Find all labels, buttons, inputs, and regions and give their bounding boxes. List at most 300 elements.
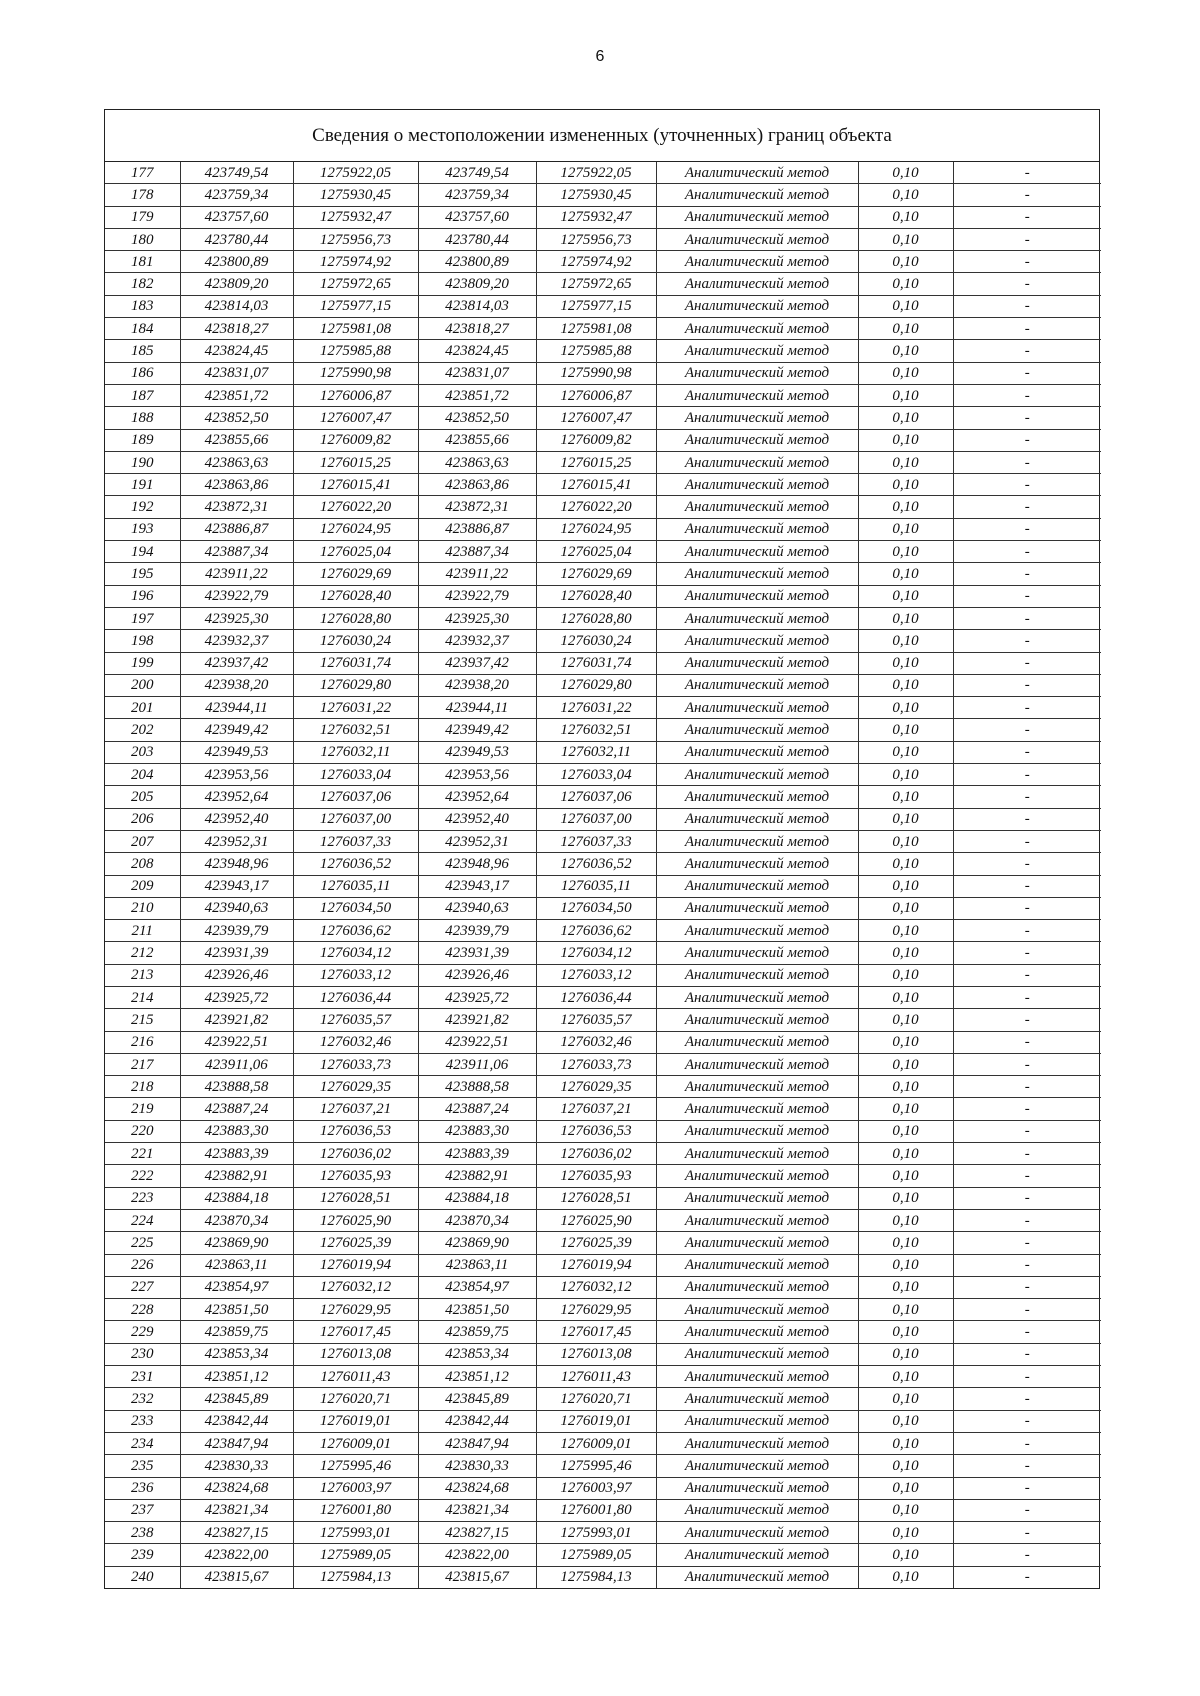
y-old-cell: 1276033,12 bbox=[293, 964, 418, 986]
x-old-cell: 423809,20 bbox=[180, 273, 293, 295]
table-row bbox=[105, 206, 1101, 228]
accuracy-cell: 0,10 bbox=[858, 1343, 953, 1365]
point-number-cell: 218 bbox=[105, 1076, 180, 1098]
method-cell: Аналитический метод bbox=[656, 496, 858, 518]
y-old-cell: 1276036,52 bbox=[293, 853, 418, 875]
accuracy-cell: 0,10 bbox=[858, 184, 953, 206]
accuracy-cell: 0,10 bbox=[858, 1120, 953, 1142]
description-cell: - bbox=[953, 808, 1101, 830]
description-cell: - bbox=[953, 273, 1101, 295]
method-cell: Аналитический метод bbox=[656, 318, 858, 340]
accuracy-cell: 0,10 bbox=[858, 920, 953, 942]
method-cell: Аналитический метод bbox=[656, 295, 858, 317]
x-new-cell: 423822,00 bbox=[418, 1544, 536, 1566]
table-row bbox=[105, 318, 1101, 340]
table-row bbox=[105, 830, 1101, 852]
x-old-cell: 423749,54 bbox=[180, 162, 293, 184]
description-cell: - bbox=[953, 184, 1101, 206]
x-new-cell: 423757,60 bbox=[418, 206, 536, 228]
accuracy-cell: 0,10 bbox=[858, 697, 953, 719]
x-new-cell: 423940,63 bbox=[418, 897, 536, 919]
table-row bbox=[105, 897, 1101, 919]
table-row bbox=[105, 964, 1101, 986]
point-number-cell: 213 bbox=[105, 964, 180, 986]
point-number-cell: 196 bbox=[105, 585, 180, 607]
table-row bbox=[105, 1254, 1101, 1276]
method-cell: Аналитический метод bbox=[656, 1143, 858, 1165]
y-old-cell: 1276036,53 bbox=[293, 1120, 418, 1142]
x-old-cell: 423863,11 bbox=[180, 1254, 293, 1276]
method-cell: Аналитический метод bbox=[656, 1432, 858, 1454]
point-number-cell: 200 bbox=[105, 674, 180, 696]
table-row bbox=[105, 384, 1101, 406]
x-old-cell: 423757,60 bbox=[180, 206, 293, 228]
y-old-cell: 1276035,11 bbox=[293, 875, 418, 897]
table-row bbox=[105, 875, 1101, 897]
x-new-cell: 423815,67 bbox=[418, 1566, 536, 1588]
x-old-cell: 423939,79 bbox=[180, 920, 293, 942]
method-cell: Аналитический метод bbox=[656, 451, 858, 473]
y-new-cell: 1276017,45 bbox=[536, 1321, 656, 1343]
description-cell: - bbox=[953, 251, 1101, 273]
x-old-cell: 423852,50 bbox=[180, 407, 293, 429]
table-row bbox=[105, 496, 1101, 518]
point-number-cell: 204 bbox=[105, 764, 180, 786]
point-number-cell: 192 bbox=[105, 496, 180, 518]
x-old-cell: 423882,91 bbox=[180, 1165, 293, 1187]
point-number-cell: 199 bbox=[105, 652, 180, 674]
table-row bbox=[105, 228, 1101, 250]
table-title: Сведения о местоположении измененных (уточненных) границ объекта bbox=[105, 110, 1099, 162]
x-old-cell: 423830,33 bbox=[180, 1455, 293, 1477]
y-old-cell: 1276036,02 bbox=[293, 1143, 418, 1165]
method-cell: Аналитический метод bbox=[656, 607, 858, 629]
point-number-cell: 236 bbox=[105, 1477, 180, 1499]
y-old-cell: 1276037,00 bbox=[293, 808, 418, 830]
table-row bbox=[105, 273, 1101, 295]
y-old-cell: 1276009,82 bbox=[293, 429, 418, 451]
point-number-cell: 217 bbox=[105, 1053, 180, 1075]
y-new-cell: 1276035,93 bbox=[536, 1165, 656, 1187]
accuracy-cell: 0,10 bbox=[858, 251, 953, 273]
x-old-cell: 423847,94 bbox=[180, 1432, 293, 1454]
accuracy-cell: 0,10 bbox=[858, 340, 953, 362]
accuracy-cell: 0,10 bbox=[858, 1410, 953, 1432]
x-old-cell: 423949,53 bbox=[180, 741, 293, 763]
y-old-cell: 1276035,57 bbox=[293, 1009, 418, 1031]
x-old-cell: 423886,87 bbox=[180, 518, 293, 540]
description-cell: - bbox=[953, 206, 1101, 228]
accuracy-cell: 0,10 bbox=[858, 541, 953, 563]
x-old-cell: 423851,72 bbox=[180, 384, 293, 406]
description-cell: - bbox=[953, 429, 1101, 451]
method-cell: Аналитический метод bbox=[656, 1009, 858, 1031]
x-new-cell: 423824,68 bbox=[418, 1477, 536, 1499]
point-number-cell: 224 bbox=[105, 1209, 180, 1231]
accuracy-cell: 0,10 bbox=[858, 429, 953, 451]
description-cell: - bbox=[953, 1388, 1101, 1410]
x-old-cell: 423845,89 bbox=[180, 1388, 293, 1410]
method-cell: Аналитический метод bbox=[656, 741, 858, 763]
y-old-cell: 1275974,92 bbox=[293, 251, 418, 273]
description-cell: - bbox=[953, 228, 1101, 250]
method-cell: Аналитический метод bbox=[656, 407, 858, 429]
y-new-cell: 1276033,12 bbox=[536, 964, 656, 986]
x-new-cell: 423888,58 bbox=[418, 1076, 536, 1098]
x-new-cell: 423952,64 bbox=[418, 786, 536, 808]
accuracy-cell: 0,10 bbox=[858, 964, 953, 986]
point-number-cell: 220 bbox=[105, 1120, 180, 1142]
y-old-cell: 1276015,41 bbox=[293, 474, 418, 496]
y-new-cell: 1275974,92 bbox=[536, 251, 656, 273]
y-new-cell: 1276031,22 bbox=[536, 697, 656, 719]
table-row bbox=[105, 1031, 1101, 1053]
accuracy-cell: 0,10 bbox=[858, 897, 953, 919]
y-old-cell: 1276034,50 bbox=[293, 897, 418, 919]
accuracy-cell: 0,10 bbox=[858, 1232, 953, 1254]
y-old-cell: 1276031,22 bbox=[293, 697, 418, 719]
y-new-cell: 1276020,71 bbox=[536, 1388, 656, 1410]
table-row bbox=[105, 986, 1101, 1008]
table-row bbox=[105, 764, 1101, 786]
y-old-cell: 1276029,95 bbox=[293, 1299, 418, 1321]
method-cell: Аналитический метод bbox=[656, 1343, 858, 1365]
point-number-cell: 203 bbox=[105, 741, 180, 763]
y-new-cell: 1276033,73 bbox=[536, 1053, 656, 1075]
point-number-cell: 177 bbox=[105, 162, 180, 184]
method-cell: Аналитический метод bbox=[656, 1299, 858, 1321]
y-old-cell: 1276033,73 bbox=[293, 1053, 418, 1075]
table-row bbox=[105, 1187, 1101, 1209]
description-cell: - bbox=[953, 920, 1101, 942]
description-cell: - bbox=[953, 1321, 1101, 1343]
y-new-cell: 1275932,47 bbox=[536, 206, 656, 228]
accuracy-cell: 0,10 bbox=[858, 384, 953, 406]
table-row bbox=[105, 697, 1101, 719]
method-cell: Аналитический метод bbox=[656, 875, 858, 897]
description-cell: - bbox=[953, 1254, 1101, 1276]
page-number: 6 bbox=[595, 48, 605, 65]
y-old-cell: 1276034,12 bbox=[293, 942, 418, 964]
description-cell: - bbox=[953, 340, 1101, 362]
point-number-cell: 237 bbox=[105, 1499, 180, 1521]
x-new-cell: 423921,82 bbox=[418, 1009, 536, 1031]
x-new-cell: 423869,90 bbox=[418, 1232, 536, 1254]
x-old-cell: 423800,89 bbox=[180, 251, 293, 273]
accuracy-cell: 0,10 bbox=[858, 407, 953, 429]
y-new-cell: 1276037,06 bbox=[536, 786, 656, 808]
x-new-cell: 423887,34 bbox=[418, 541, 536, 563]
y-old-cell: 1276024,95 bbox=[293, 518, 418, 540]
method-cell: Аналитический метод bbox=[656, 1388, 858, 1410]
table-row bbox=[105, 719, 1101, 741]
accuracy-cell: 0,10 bbox=[858, 1143, 953, 1165]
description-cell: - bbox=[953, 1009, 1101, 1031]
y-old-cell: 1275984,13 bbox=[293, 1566, 418, 1588]
description-cell: - bbox=[953, 786, 1101, 808]
y-old-cell: 1276028,80 bbox=[293, 607, 418, 629]
x-new-cell: 423883,30 bbox=[418, 1120, 536, 1142]
y-new-cell: 1276011,43 bbox=[536, 1366, 656, 1388]
y-new-cell: 1276001,80 bbox=[536, 1499, 656, 1521]
description-cell: - bbox=[953, 295, 1101, 317]
accuracy-cell: 0,10 bbox=[858, 474, 953, 496]
description-cell: - bbox=[953, 541, 1101, 563]
y-old-cell: 1276013,08 bbox=[293, 1343, 418, 1365]
description-cell: - bbox=[953, 1232, 1101, 1254]
x-old-cell: 423911,06 bbox=[180, 1053, 293, 1075]
accuracy-cell: 0,10 bbox=[858, 362, 953, 384]
accuracy-cell: 0,10 bbox=[858, 808, 953, 830]
point-number-cell: 238 bbox=[105, 1522, 180, 1544]
accuracy-cell: 0,10 bbox=[858, 1187, 953, 1209]
x-new-cell: 423863,63 bbox=[418, 451, 536, 473]
point-number-cell: 202 bbox=[105, 719, 180, 741]
table-row bbox=[105, 674, 1101, 696]
point-number-cell: 195 bbox=[105, 563, 180, 585]
method-cell: Аналитический метод bbox=[656, 920, 858, 942]
y-new-cell: 1276025,90 bbox=[536, 1209, 656, 1231]
point-number-cell: 189 bbox=[105, 429, 180, 451]
point-number-cell: 186 bbox=[105, 362, 180, 384]
description-cell: - bbox=[953, 1566, 1101, 1588]
description-cell: - bbox=[953, 1343, 1101, 1365]
x-new-cell: 423824,45 bbox=[418, 340, 536, 362]
y-old-cell: 1276028,40 bbox=[293, 585, 418, 607]
table-row bbox=[105, 474, 1101, 496]
accuracy-cell: 0,10 bbox=[858, 942, 953, 964]
y-old-cell: 1276031,74 bbox=[293, 652, 418, 674]
x-new-cell: 423855,66 bbox=[418, 429, 536, 451]
y-new-cell: 1276009,01 bbox=[536, 1432, 656, 1454]
description-cell: - bbox=[953, 362, 1101, 384]
y-old-cell: 1276037,21 bbox=[293, 1098, 418, 1120]
method-cell: Аналитический метод bbox=[656, 764, 858, 786]
y-new-cell: 1276032,51 bbox=[536, 719, 656, 741]
method-cell: Аналитический метод bbox=[656, 1098, 858, 1120]
x-old-cell: 423851,50 bbox=[180, 1299, 293, 1321]
point-number-cell: 222 bbox=[105, 1165, 180, 1187]
accuracy-cell: 0,10 bbox=[858, 1522, 953, 1544]
x-old-cell: 423831,07 bbox=[180, 362, 293, 384]
point-number-cell: 231 bbox=[105, 1366, 180, 1388]
x-old-cell: 423931,39 bbox=[180, 942, 293, 964]
method-cell: Аналитический метод bbox=[656, 1321, 858, 1343]
x-new-cell: 423780,44 bbox=[418, 228, 536, 250]
x-new-cell: 423939,79 bbox=[418, 920, 536, 942]
accuracy-cell: 0,10 bbox=[858, 1076, 953, 1098]
accuracy-cell: 0,10 bbox=[858, 853, 953, 875]
description-cell: - bbox=[953, 942, 1101, 964]
y-old-cell: 1276025,90 bbox=[293, 1209, 418, 1231]
method-cell: Аналитический метод bbox=[656, 1187, 858, 1209]
y-old-cell: 1276036,62 bbox=[293, 920, 418, 942]
x-new-cell: 423830,33 bbox=[418, 1455, 536, 1477]
x-new-cell: 423859,75 bbox=[418, 1321, 536, 1343]
table-row bbox=[105, 1098, 1101, 1120]
y-old-cell: 1276022,20 bbox=[293, 496, 418, 518]
y-old-cell: 1276003,97 bbox=[293, 1477, 418, 1499]
description-cell: - bbox=[953, 384, 1101, 406]
y-old-cell: 1276020,71 bbox=[293, 1388, 418, 1410]
y-new-cell: 1276036,53 bbox=[536, 1120, 656, 1142]
y-old-cell: 1276032,51 bbox=[293, 719, 418, 741]
x-old-cell: 423821,34 bbox=[180, 1499, 293, 1521]
y-old-cell: 1276030,24 bbox=[293, 630, 418, 652]
x-old-cell: 423883,30 bbox=[180, 1120, 293, 1142]
y-new-cell: 1276033,04 bbox=[536, 764, 656, 786]
table-row bbox=[105, 1366, 1101, 1388]
x-old-cell: 423872,31 bbox=[180, 496, 293, 518]
table-row bbox=[105, 518, 1101, 540]
accuracy-cell: 0,10 bbox=[858, 1009, 953, 1031]
description-cell: - bbox=[953, 1076, 1101, 1098]
y-new-cell: 1275977,15 bbox=[536, 295, 656, 317]
accuracy-cell: 0,10 bbox=[858, 162, 953, 184]
description-cell: - bbox=[953, 607, 1101, 629]
x-new-cell: 423863,86 bbox=[418, 474, 536, 496]
table-row bbox=[105, 407, 1101, 429]
point-number-cell: 193 bbox=[105, 518, 180, 540]
x-new-cell: 423931,39 bbox=[418, 942, 536, 964]
y-new-cell: 1275972,65 bbox=[536, 273, 656, 295]
x-old-cell: 423854,97 bbox=[180, 1276, 293, 1298]
method-cell: Аналитический метод bbox=[656, 184, 858, 206]
description-cell: - bbox=[953, 1299, 1101, 1321]
y-new-cell: 1275995,46 bbox=[536, 1455, 656, 1477]
method-cell: Аналитический метод bbox=[656, 1522, 858, 1544]
table-row bbox=[105, 541, 1101, 563]
table-row bbox=[105, 1165, 1101, 1187]
accuracy-cell: 0,10 bbox=[858, 875, 953, 897]
description-cell: - bbox=[953, 1455, 1101, 1477]
x-new-cell: 423925,30 bbox=[418, 607, 536, 629]
x-new-cell: 423831,07 bbox=[418, 362, 536, 384]
table-row bbox=[105, 1053, 1101, 1075]
description-cell: - bbox=[953, 897, 1101, 919]
method-cell: Аналитический метод bbox=[656, 162, 858, 184]
accuracy-cell: 0,10 bbox=[858, 1544, 953, 1566]
accuracy-cell: 0,10 bbox=[858, 518, 953, 540]
description-cell: - bbox=[953, 1544, 1101, 1566]
method-cell: Аналитический метод bbox=[656, 474, 858, 496]
x-old-cell: 423824,45 bbox=[180, 340, 293, 362]
y-new-cell: 1276029,35 bbox=[536, 1076, 656, 1098]
y-old-cell: 1276001,80 bbox=[293, 1499, 418, 1521]
point-number-cell: 184 bbox=[105, 318, 180, 340]
accuracy-cell: 0,10 bbox=[858, 1321, 953, 1343]
y-new-cell: 1276034,12 bbox=[536, 942, 656, 964]
method-cell: Аналитический метод bbox=[656, 1366, 858, 1388]
description-cell: - bbox=[953, 1366, 1101, 1388]
point-number-cell: 212 bbox=[105, 942, 180, 964]
x-old-cell: 423952,64 bbox=[180, 786, 293, 808]
accuracy-cell: 0,10 bbox=[858, 1366, 953, 1388]
point-number-cell: 215 bbox=[105, 1009, 180, 1031]
y-new-cell: 1276029,95 bbox=[536, 1299, 656, 1321]
accuracy-cell: 0,10 bbox=[858, 1031, 953, 1053]
method-cell: Аналитический метод bbox=[656, 518, 858, 540]
y-old-cell: 1276037,33 bbox=[293, 830, 418, 852]
table-row bbox=[105, 1522, 1101, 1544]
y-new-cell: 1276031,74 bbox=[536, 652, 656, 674]
x-old-cell: 423888,58 bbox=[180, 1076, 293, 1098]
y-new-cell: 1276036,52 bbox=[536, 853, 656, 875]
point-number-cell: 239 bbox=[105, 1544, 180, 1566]
y-old-cell: 1275932,47 bbox=[293, 206, 418, 228]
method-cell: Аналитический метод bbox=[656, 1455, 858, 1477]
accuracy-cell: 0,10 bbox=[858, 563, 953, 585]
point-number-cell: 181 bbox=[105, 251, 180, 273]
table-row bbox=[105, 162, 1101, 184]
y-old-cell: 1276007,47 bbox=[293, 407, 418, 429]
description-cell: - bbox=[953, 875, 1101, 897]
y-new-cell: 1276032,46 bbox=[536, 1031, 656, 1053]
method-cell: Аналитический метод bbox=[656, 206, 858, 228]
x-old-cell: 423952,40 bbox=[180, 808, 293, 830]
y-new-cell: 1276037,33 bbox=[536, 830, 656, 852]
description-cell: - bbox=[953, 1098, 1101, 1120]
point-number-cell: 194 bbox=[105, 541, 180, 563]
accuracy-cell: 0,10 bbox=[858, 206, 953, 228]
description-cell: - bbox=[953, 674, 1101, 696]
accuracy-cell: 0,10 bbox=[858, 1432, 953, 1454]
x-old-cell: 423824,68 bbox=[180, 1477, 293, 1499]
y-new-cell: 1276003,97 bbox=[536, 1477, 656, 1499]
y-new-cell: 1276025,04 bbox=[536, 541, 656, 563]
method-cell: Аналитический метод bbox=[656, 808, 858, 830]
y-new-cell: 1276035,57 bbox=[536, 1009, 656, 1031]
method-cell: Аналитический метод bbox=[656, 384, 858, 406]
table-row bbox=[105, 1343, 1101, 1365]
point-number-cell: 227 bbox=[105, 1276, 180, 1298]
point-number-cell: 201 bbox=[105, 697, 180, 719]
description-cell: - bbox=[953, 719, 1101, 741]
y-new-cell: 1276019,94 bbox=[536, 1254, 656, 1276]
method-cell: Аналитический метод bbox=[656, 830, 858, 852]
table-row bbox=[105, 942, 1101, 964]
method-cell: Аналитический метод bbox=[656, 251, 858, 273]
x-old-cell: 423949,42 bbox=[180, 719, 293, 741]
method-cell: Аналитический метод bbox=[656, 1053, 858, 1075]
description-cell: - bbox=[953, 1143, 1101, 1165]
method-cell: Аналитический метод bbox=[656, 1120, 858, 1142]
accuracy-cell: 0,10 bbox=[858, 1209, 953, 1231]
x-old-cell: 423851,12 bbox=[180, 1366, 293, 1388]
method-cell: Аналитический метод bbox=[656, 986, 858, 1008]
table-row bbox=[105, 1299, 1101, 1321]
y-new-cell: 1276037,00 bbox=[536, 808, 656, 830]
method-cell: Аналитический метод bbox=[656, 630, 858, 652]
description-cell: - bbox=[953, 162, 1101, 184]
table-row bbox=[105, 1209, 1101, 1231]
y-new-cell: 1276028,51 bbox=[536, 1187, 656, 1209]
table-row bbox=[105, 362, 1101, 384]
point-number-cell: 198 bbox=[105, 630, 180, 652]
x-new-cell: 423944,11 bbox=[418, 697, 536, 719]
method-cell: Аналитический метод bbox=[656, 942, 858, 964]
point-number-cell: 216 bbox=[105, 1031, 180, 1053]
method-cell: Аналитический метод bbox=[656, 652, 858, 674]
x-old-cell: 423925,30 bbox=[180, 607, 293, 629]
x-new-cell: 423863,11 bbox=[418, 1254, 536, 1276]
table-row bbox=[105, 652, 1101, 674]
description-cell: - bbox=[953, 1120, 1101, 1142]
description-cell: - bbox=[953, 1187, 1101, 1209]
method-cell: Аналитический метод bbox=[656, 1031, 858, 1053]
y-old-cell: 1275990,98 bbox=[293, 362, 418, 384]
accuracy-cell: 0,10 bbox=[858, 607, 953, 629]
